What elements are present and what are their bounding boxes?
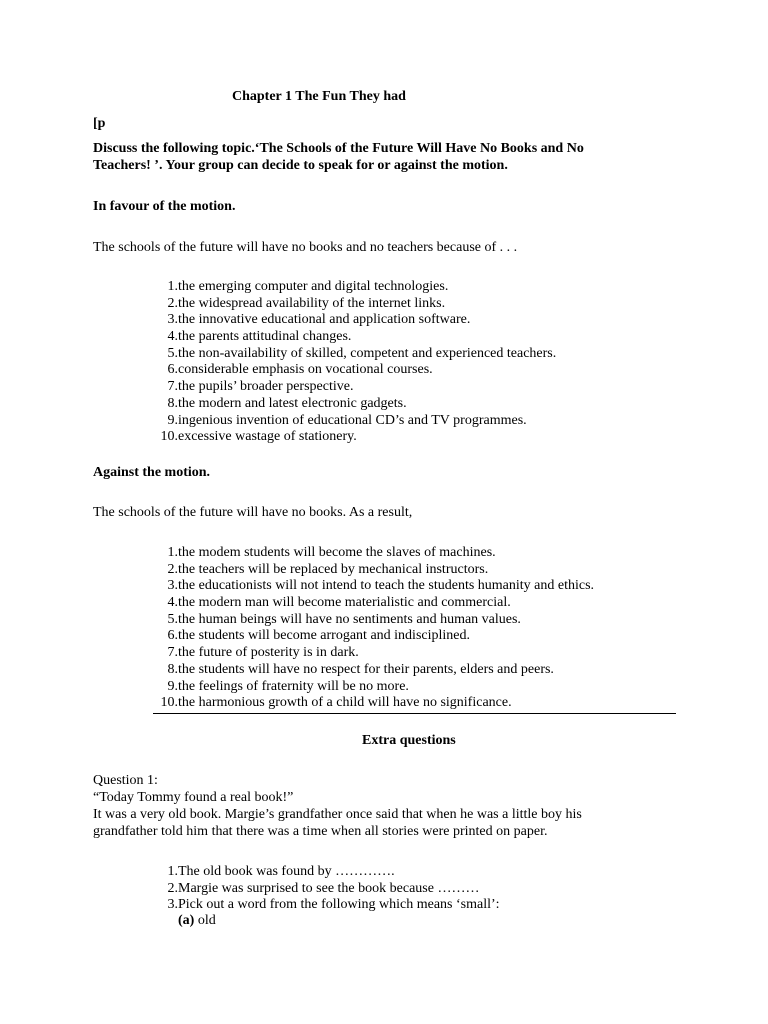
list-item-number: 4. <box>167 595 178 611</box>
list-item <box>152 694 512 711</box>
list-item <box>152 627 470 644</box>
list-item-text: considerable emphasis on vocational courses. <box>178 362 433 378</box>
list-item <box>152 428 357 445</box>
list-item <box>152 594 511 611</box>
list-item <box>152 561 489 578</box>
list-item-text: the feelings of fraternity will be no more. <box>178 678 409 694</box>
list-item <box>152 661 554 678</box>
list-item-text: the human beings will have no sentiments and human values. <box>178 611 521 627</box>
list-item-text: ingenious invention of educational CD’s and TV programmes. <box>178 412 527 428</box>
list-item-number: 5. <box>167 345 178 361</box>
list-item-number: 9. <box>167 678 178 694</box>
topic-line-1: Discuss the following topic.‘The Schools of the Future Will Have No Books and No <box>93 141 584 156</box>
list-item-number: 3. <box>167 897 178 913</box>
list-item-number: 5. <box>167 611 178 627</box>
question-label: Question 1: <box>93 773 158 788</box>
list-item-number: 7. <box>167 379 178 395</box>
list-item-text: the pupils’ broader perspective. <box>178 379 354 395</box>
list-item-text: the innovative educational and application software. <box>178 312 471 328</box>
list-item-text: the widespread availability of the internet links. <box>178 295 446 311</box>
list-item-number: 3. <box>167 312 178 328</box>
list-item <box>152 311 471 328</box>
list-item-number: 8. <box>167 661 178 677</box>
list-item-text: the modern and latest electronic gadgets. <box>178 395 407 411</box>
against-intro: The schools of the future will have no books. As a result, <box>93 505 413 520</box>
list-item-number: 1. <box>167 279 178 294</box>
list-item <box>152 544 496 561</box>
list-item-number: 1. <box>167 864 178 879</box>
list-item <box>152 896 500 913</box>
list-item-number: 6. <box>167 628 178 644</box>
section-divider <box>153 713 676 714</box>
list-item-text: the teachers will be replaced by mechanical instructors. <box>178 561 489 577</box>
list-item-text: Margie was surprised to see the book because ……… <box>178 880 480 896</box>
list-item-number: 10. <box>160 429 178 445</box>
answer-option-a <box>178 912 216 929</box>
question-list <box>152 863 500 913</box>
topic-line-2: Teachers! ’. Your group can decide to speak for or against the motion. <box>93 158 508 173</box>
list-item <box>152 295 446 312</box>
list-item <box>152 345 557 362</box>
list-item <box>152 395 407 412</box>
option-text: old <box>197 913 216 928</box>
chapter-title: Chapter 1 The Fun They had <box>232 89 406 104</box>
list-item-text: the students will become arrogant and indisciplined. <box>178 628 470 644</box>
list-item-text: Pick out a word from the following which means ‘small’: <box>178 897 500 913</box>
question-quote: “Today Tommy found a real book!” <box>93 790 294 805</box>
list-item-number: 4. <box>167 329 178 345</box>
list-item <box>152 328 352 345</box>
list-item-number: 3. <box>167 578 178 594</box>
list-item-text: the future of posterity is in dark. <box>178 645 359 661</box>
list-item-text: the students will have no respect for their parents, elders and peers. <box>178 661 554 677</box>
against-list <box>152 544 595 711</box>
stray-mark: [p <box>93 116 106 131</box>
passage-line-2: grandfather told him that there was a time when all stories were printed on paper. <box>93 824 548 839</box>
list-item-text: the harmonious growth of a child will have no significance. <box>178 695 512 711</box>
list-item <box>152 678 409 695</box>
list-item-text: the modem students will become the slaves of machines. <box>178 545 496 560</box>
list-item <box>152 577 595 594</box>
list-item <box>152 412 527 429</box>
extra-questions-heading: Extra questions <box>362 733 456 748</box>
option-label: (a) <box>178 913 195 928</box>
list-item-text: the modern man will become materialistic and commercial. <box>178 595 511 611</box>
list-item <box>152 611 521 628</box>
list-item <box>152 378 354 395</box>
list-item-text: the non-availability of skilled, competent and experienced teachers. <box>178 345 557 361</box>
list-item <box>152 361 433 378</box>
favour-heading: In favour of the motion. <box>93 199 236 214</box>
list-item-number: 2. <box>167 561 178 577</box>
list-item-number: 6. <box>167 362 178 378</box>
passage-line-1: It was a very old book. Margie’s grandfather once said that when he was a little boy his <box>93 807 582 822</box>
list-item-text: the educationists will not intend to teach the students humanity and ethics. <box>178 578 595 594</box>
list-item-text: the parents attitudinal changes. <box>178 329 352 345</box>
list-item-number: 10. <box>160 695 178 711</box>
list-item-text: The old book was found by …………. <box>178 864 395 879</box>
list-item-number: 7. <box>167 645 178 661</box>
list-item <box>152 880 480 897</box>
list-item-number: 1. <box>167 545 178 560</box>
favour-list <box>152 278 557 445</box>
favour-intro: The schools of the future will have no books and no teachers because of . . . <box>93 240 518 255</box>
list-item-number: 2. <box>167 295 178 311</box>
list-item-text: excessive wastage of stationery. <box>178 429 357 445</box>
list-item-text: the emerging computer and digital technologies. <box>178 279 449 294</box>
list-item <box>152 278 449 295</box>
list-item-number: 9. <box>167 412 178 428</box>
list-item <box>152 863 395 880</box>
list-item-number: 2. <box>167 880 178 896</box>
against-heading: Against the motion. <box>93 465 211 480</box>
list-item-number: 8. <box>167 395 178 411</box>
list-item <box>152 644 359 661</box>
